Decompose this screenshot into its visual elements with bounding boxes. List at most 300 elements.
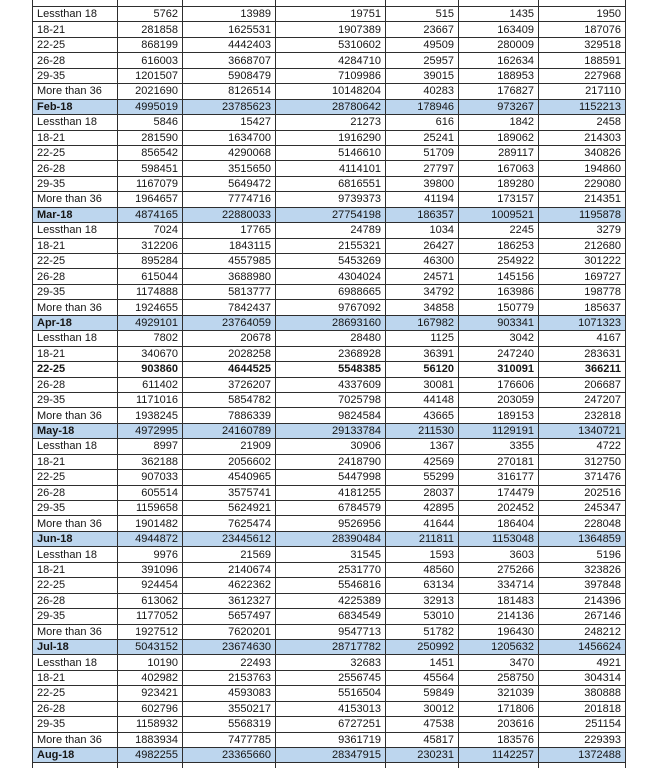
value-cell[interactable]: 362188 [118, 454, 183, 469]
age-label-cell[interactable]: Lessthan 18 [33, 7, 118, 22]
value-cell[interactable]: 206687 [539, 377, 626, 392]
age-label-cell[interactable]: More than 36 [33, 408, 118, 423]
value-cell[interactable]: 1340721 [539, 423, 626, 438]
value-cell[interactable]: 4540965 [183, 470, 276, 485]
value-cell[interactable]: 251154 [539, 717, 626, 732]
value-cell[interactable]: 214303 [539, 130, 626, 145]
value-cell[interactable]: 40283 [386, 84, 459, 99]
value-cell[interactable]: 186404 [459, 516, 539, 531]
value-cell[interactable]: 43665 [386, 408, 459, 423]
value-cell[interactable]: 189062 [459, 130, 539, 145]
value-cell[interactable]: 48560 [386, 562, 459, 577]
value-cell[interactable]: 1195878 [539, 207, 626, 222]
age-label-cell[interactable]: 18-21 [33, 130, 118, 145]
value-cell[interactable]: 188591 [539, 53, 626, 68]
value-cell[interactable]: 186253 [459, 238, 539, 253]
value-cell[interactable]: 258750 [459, 670, 539, 685]
value-cell[interactable]: 167982 [386, 315, 459, 330]
value-cell[interactable]: 923421 [118, 686, 183, 701]
value-cell[interactable]: 23764059 [183, 315, 276, 330]
value-cell[interactable]: 20678 [183, 331, 276, 346]
value-cell[interactable]: 198778 [539, 284, 626, 299]
value-cell[interactable]: 903341 [459, 315, 539, 330]
age-label-cell[interactable]: 29-35 [33, 392, 118, 407]
value-cell[interactable]: 39800 [386, 176, 459, 191]
value-cell[interactable]: 9526956 [276, 516, 386, 531]
value-cell[interactable]: 230231 [386, 748, 459, 763]
value-cell[interactable]: 1159658 [118, 501, 183, 516]
value-cell[interactable]: 615044 [118, 269, 183, 284]
value-cell[interactable]: 28037 [386, 485, 459, 500]
value-cell[interactable]: 1456624 [539, 639, 626, 654]
value-cell[interactable]: 2021690 [118, 84, 183, 99]
value-cell[interactable]: 397848 [539, 578, 626, 593]
month-label-cell[interactable]: Aug-18 [33, 748, 118, 763]
value-cell[interactable]: 173157 [459, 192, 539, 207]
value-cell[interactable]: 189280 [459, 176, 539, 191]
value-cell[interactable]: 30081 [386, 377, 459, 392]
value-cell[interactable]: 55299 [386, 470, 459, 485]
value-cell[interactable]: 25241 [386, 130, 459, 145]
value-cell[interactable]: 3668707 [183, 53, 276, 68]
value-cell[interactable]: 868199 [118, 37, 183, 52]
value-cell[interactable]: 30906 [276, 439, 386, 454]
value-cell[interactable]: 616003 [118, 53, 183, 68]
value-cell[interactable]: 189153 [459, 408, 539, 423]
month-label-cell[interactable]: Jul-18 [33, 639, 118, 654]
value-cell[interactable]: 903860 [118, 362, 183, 377]
value-cell[interactable]: 45564 [386, 670, 459, 685]
value-cell[interactable]: 42569 [386, 454, 459, 469]
value-cell[interactable]: 5146610 [276, 145, 386, 160]
value-cell[interactable]: 7109986 [276, 68, 386, 83]
value-cell[interactable]: 32683 [276, 655, 386, 670]
value-cell[interactable]: 22880033 [183, 207, 276, 222]
value-cell[interactable]: 4944872 [118, 531, 183, 546]
value-cell[interactable]: 28693160 [276, 315, 386, 330]
age-label-cell[interactable]: 18-21 [33, 454, 118, 469]
value-cell[interactable]: 21569 [183, 547, 276, 562]
value-cell[interactable]: 1435 [459, 7, 539, 22]
value-cell[interactable]: 34858 [386, 300, 459, 315]
age-label-cell[interactable]: 22-25 [33, 470, 118, 485]
value-cell[interactable]: 4557985 [183, 254, 276, 269]
value-cell[interactable]: 1009521 [459, 207, 539, 222]
value-cell[interactable]: 3042 [459, 331, 539, 346]
age-label-cell[interactable]: 22-25 [33, 578, 118, 593]
value-cell[interactable]: 202452 [459, 501, 539, 516]
value-cell[interactable]: 3612327 [183, 593, 276, 608]
value-cell[interactable]: 1364859 [539, 531, 626, 546]
value-cell[interactable]: 6784579 [276, 501, 386, 516]
value-cell[interactable]: 4972995 [118, 423, 183, 438]
value-cell[interactable]: 45817 [386, 732, 459, 747]
value-cell[interactable]: 1843115 [183, 238, 276, 253]
value-cell[interactable]: 2056602 [183, 454, 276, 469]
value-cell[interactable]: 1171016 [118, 392, 183, 407]
value-cell[interactable]: 7025798 [276, 392, 386, 407]
age-label-cell[interactable]: More than 36 [33, 732, 118, 747]
value-cell[interactable]: 8126514 [183, 84, 276, 99]
value-cell[interactable]: 248212 [539, 624, 626, 639]
age-label-cell[interactable]: Lessthan 18 [33, 331, 118, 346]
value-cell[interactable]: 289117 [459, 145, 539, 160]
value-cell[interactable]: 228048 [539, 516, 626, 531]
value-cell[interactable]: 616 [386, 115, 459, 130]
value-cell[interactable]: 5762 [118, 7, 183, 22]
age-label-cell[interactable]: 26-28 [33, 53, 118, 68]
value-cell[interactable]: 167063 [459, 161, 539, 176]
age-label-cell[interactable]: 26-28 [33, 593, 118, 608]
value-cell[interactable]: 5624921 [183, 501, 276, 516]
value-cell[interactable]: 21273 [276, 115, 386, 130]
month-label-cell[interactable]: Mar-18 [33, 207, 118, 222]
value-cell[interactable]: 391096 [118, 562, 183, 577]
value-cell[interactable]: 605514 [118, 485, 183, 500]
value-cell[interactable]: 281590 [118, 130, 183, 145]
value-cell[interactable]: 214136 [459, 609, 539, 624]
value-cell[interactable]: 275266 [459, 562, 539, 577]
value-cell[interactable]: 186357 [386, 207, 459, 222]
value-cell[interactable]: 3515650 [183, 161, 276, 176]
value-cell[interactable]: 28390484 [276, 531, 386, 546]
value-cell[interactable]: 1901482 [118, 516, 183, 531]
value-cell[interactable]: 254922 [459, 254, 539, 269]
value-cell[interactable]: 4167 [539, 331, 626, 346]
value-cell[interactable]: 19751 [276, 7, 386, 22]
value-cell[interactable]: 312750 [539, 454, 626, 469]
age-label-cell[interactable]: Lessthan 18 [33, 223, 118, 238]
value-cell[interactable]: 9824584 [276, 408, 386, 423]
value-cell[interactable]: 163409 [459, 22, 539, 37]
value-cell[interactable]: 34792 [386, 284, 459, 299]
value-cell[interactable]: 7024 [118, 223, 183, 238]
value-cell[interactable]: 1201507 [118, 68, 183, 83]
value-cell[interactable]: 3355 [459, 439, 539, 454]
month-label-cell[interactable]: Apr-18 [33, 315, 118, 330]
value-cell[interactable]: 23365660 [183, 748, 276, 763]
value-cell[interactable]: 201818 [539, 701, 626, 716]
value-cell[interactable]: 1924655 [118, 300, 183, 315]
value-cell[interactable]: 1907389 [276, 22, 386, 37]
value-cell[interactable]: 3726207 [183, 377, 276, 392]
value-cell[interactable]: 5657497 [183, 609, 276, 624]
value-cell[interactable]: 6988665 [276, 284, 386, 299]
value-cell[interactable]: 174479 [459, 485, 539, 500]
value-cell[interactable]: 31545 [276, 547, 386, 562]
value-cell[interactable]: 283631 [539, 346, 626, 361]
value-cell[interactable]: 4644525 [183, 362, 276, 377]
value-cell[interactable]: 301222 [539, 254, 626, 269]
value-cell[interactable]: 4153013 [276, 701, 386, 716]
month-label-cell[interactable]: Feb-18 [33, 99, 118, 114]
value-cell[interactable]: 5196 [539, 547, 626, 562]
value-cell[interactable]: 24571 [386, 269, 459, 284]
value-cell[interactable]: 2140674 [183, 562, 276, 577]
value-cell[interactable]: 13989 [183, 7, 276, 22]
value-cell[interactable]: 2531770 [276, 562, 386, 577]
value-cell[interactable]: 281858 [118, 22, 183, 37]
age-label-cell[interactable]: 26-28 [33, 377, 118, 392]
value-cell[interactable]: 2368928 [276, 346, 386, 361]
value-cell[interactable]: 1174888 [118, 284, 183, 299]
value-cell[interactable]: 150779 [459, 300, 539, 315]
value-cell[interactable]: 183576 [459, 732, 539, 747]
value-cell[interactable]: 380888 [539, 686, 626, 701]
value-cell[interactable]: 24789 [276, 223, 386, 238]
value-cell[interactable]: 46300 [386, 254, 459, 269]
value-cell[interactable]: 2028258 [183, 346, 276, 361]
value-cell[interactable]: 1964657 [118, 192, 183, 207]
value-cell[interactable]: 7802 [118, 331, 183, 346]
value-cell[interactable]: 1950 [539, 7, 626, 22]
value-cell[interactable]: 41194 [386, 192, 459, 207]
age-label-cell[interactable]: 29-35 [33, 717, 118, 732]
value-cell[interactable]: 5908479 [183, 68, 276, 83]
value-cell[interactable]: 15427 [183, 115, 276, 130]
value-cell[interactable]: 856542 [118, 145, 183, 160]
month-label-cell[interactable]: Jun-18 [33, 531, 118, 546]
value-cell[interactable]: 334714 [459, 578, 539, 593]
value-cell[interactable]: 188953 [459, 68, 539, 83]
value-cell[interactable]: 24160789 [183, 423, 276, 438]
value-cell[interactable]: 1634700 [183, 130, 276, 145]
value-cell[interactable]: 17765 [183, 223, 276, 238]
age-label-cell[interactable]: 18-21 [33, 562, 118, 577]
value-cell[interactable]: 145156 [459, 269, 539, 284]
age-label-cell[interactable]: 26-28 [33, 485, 118, 500]
value-cell[interactable]: 4929101 [118, 315, 183, 330]
value-cell[interactable]: 214351 [539, 192, 626, 207]
value-cell[interactable]: 340826 [539, 145, 626, 160]
value-cell[interactable]: 7625474 [183, 516, 276, 531]
value-cell[interactable]: 2418790 [276, 454, 386, 469]
value-cell[interactable]: 23674630 [183, 639, 276, 654]
value-cell[interactable]: 44148 [386, 392, 459, 407]
value-cell[interactable]: 9976 [118, 547, 183, 562]
value-cell[interactable]: 270181 [459, 454, 539, 469]
value-cell[interactable]: 1034 [386, 223, 459, 238]
value-cell[interactable]: 4622362 [183, 578, 276, 593]
value-cell[interactable]: 8997 [118, 439, 183, 454]
value-cell[interactable]: 29133784 [276, 423, 386, 438]
value-cell[interactable]: 25957 [386, 53, 459, 68]
value-cell[interactable]: 4337609 [276, 377, 386, 392]
value-cell[interactable]: 1842 [459, 115, 539, 130]
value-cell[interactable]: 9767092 [276, 300, 386, 315]
age-label-cell[interactable]: 29-35 [33, 176, 118, 191]
value-cell[interactable]: 598451 [118, 161, 183, 176]
value-cell[interactable]: 51709 [386, 145, 459, 160]
value-cell[interactable]: 59849 [386, 686, 459, 701]
value-cell[interactable]: 63134 [386, 578, 459, 593]
value-cell[interactable]: 42895 [386, 501, 459, 516]
age-label-cell[interactable]: 22-25 [33, 145, 118, 160]
value-cell[interactable]: 28480 [276, 331, 386, 346]
value-cell[interactable]: 3688980 [183, 269, 276, 284]
value-cell[interactable]: 5310602 [276, 37, 386, 52]
value-cell[interactable]: 402982 [118, 670, 183, 685]
value-cell[interactable]: 6834549 [276, 609, 386, 624]
value-cell[interactable]: 5649472 [183, 176, 276, 191]
value-cell[interactable]: 53010 [386, 609, 459, 624]
value-cell[interactable]: 247207 [539, 392, 626, 407]
value-cell[interactable]: 56120 [386, 362, 459, 377]
value-cell[interactable]: 1451 [386, 655, 459, 670]
age-label-cell[interactable]: 18-21 [33, 22, 118, 37]
value-cell[interactable]: 1071323 [539, 315, 626, 330]
value-cell[interactable]: 310091 [459, 362, 539, 377]
value-cell[interactable]: 1938245 [118, 408, 183, 423]
value-cell[interactable]: 3470 [459, 655, 539, 670]
value-cell[interactable]: 4284710 [276, 53, 386, 68]
value-cell[interactable]: 366211 [539, 362, 626, 377]
value-cell[interactable]: 247240 [459, 346, 539, 361]
value-cell[interactable]: 32913 [386, 593, 459, 608]
value-cell[interactable]: 214396 [539, 593, 626, 608]
value-cell[interactable]: 187076 [539, 22, 626, 37]
value-cell[interactable]: 2153763 [183, 670, 276, 685]
age-label-cell[interactable]: 22-25 [33, 37, 118, 52]
value-cell[interactable]: 4304024 [276, 269, 386, 284]
value-cell[interactable]: 5846 [118, 115, 183, 130]
value-cell[interactable]: 30012 [386, 701, 459, 716]
value-cell[interactable]: 5516504 [276, 686, 386, 701]
value-cell[interactable]: 1625531 [183, 22, 276, 37]
age-label-cell[interactable]: More than 36 [33, 192, 118, 207]
value-cell[interactable]: 28717782 [276, 639, 386, 654]
value-cell[interactable]: 7620201 [183, 624, 276, 639]
value-cell[interactable]: 23785623 [183, 99, 276, 114]
value-cell[interactable]: 3550217 [183, 701, 276, 716]
value-cell[interactable]: 26427 [386, 238, 459, 253]
value-cell[interactable]: 5453269 [276, 254, 386, 269]
value-cell[interactable]: 22493 [183, 655, 276, 670]
value-cell[interactable]: 6727251 [276, 717, 386, 732]
value-cell[interactable]: 21909 [183, 439, 276, 454]
value-cell[interactable]: 895284 [118, 254, 183, 269]
age-label-cell[interactable]: 29-35 [33, 68, 118, 83]
value-cell[interactable]: 3575741 [183, 485, 276, 500]
value-cell[interactable]: 10190 [118, 655, 183, 670]
value-cell[interactable]: 2556745 [276, 670, 386, 685]
value-cell[interactable]: 267146 [539, 609, 626, 624]
value-cell[interactable]: 176606 [459, 377, 539, 392]
value-cell[interactable]: 1372488 [539, 748, 626, 763]
value-cell[interactable]: 4290068 [183, 145, 276, 160]
value-cell[interactable]: 212680 [539, 238, 626, 253]
value-cell[interactable]: 1927512 [118, 624, 183, 639]
value-cell[interactable]: 321039 [459, 686, 539, 701]
value-cell[interactable]: 176827 [459, 84, 539, 99]
value-cell[interactable]: 227968 [539, 68, 626, 83]
value-cell[interactable]: 4982255 [118, 748, 183, 763]
value-cell[interactable]: 4874165 [118, 207, 183, 222]
value-cell[interactable]: 1152213 [539, 99, 626, 114]
value-cell[interactable]: 3603 [459, 547, 539, 562]
value-cell[interactable]: 1129191 [459, 423, 539, 438]
value-cell[interactable]: 1153048 [459, 531, 539, 546]
value-cell[interactable]: 196430 [459, 624, 539, 639]
age-label-cell[interactable]: More than 36 [33, 84, 118, 99]
value-cell[interactable]: 907033 [118, 470, 183, 485]
value-cell[interactable]: 280009 [459, 37, 539, 52]
value-cell[interactable]: 4181255 [276, 485, 386, 500]
value-cell[interactable]: 4442403 [183, 37, 276, 52]
value-cell[interactable]: 9361719 [276, 732, 386, 747]
value-cell[interactable]: 2155321 [276, 238, 386, 253]
value-cell[interactable]: 41644 [386, 516, 459, 531]
value-cell[interactable]: 316177 [459, 470, 539, 485]
value-cell[interactable]: 27797 [386, 161, 459, 176]
value-cell[interactable]: 23445612 [183, 531, 276, 546]
value-cell[interactable]: 23667 [386, 22, 459, 37]
value-cell[interactable]: 162634 [459, 53, 539, 68]
value-cell[interactable]: 163986 [459, 284, 539, 299]
value-cell[interactable]: 229393 [539, 732, 626, 747]
value-cell[interactable]: 1205632 [459, 639, 539, 654]
value-cell[interactable]: 202516 [539, 485, 626, 500]
value-cell[interactable]: 2458 [539, 115, 626, 130]
age-label-cell[interactable]: More than 36 [33, 516, 118, 531]
value-cell[interactable]: 232818 [539, 408, 626, 423]
value-cell[interactable]: 4921 [539, 655, 626, 670]
value-cell[interactable]: 924454 [118, 578, 183, 593]
value-cell[interactable]: 323826 [539, 562, 626, 577]
value-cell[interactable]: 5854782 [183, 392, 276, 407]
age-label-cell[interactable]: Lessthan 18 [33, 439, 118, 454]
age-label-cell[interactable]: 18-21 [33, 346, 118, 361]
value-cell[interactable]: 194860 [539, 161, 626, 176]
value-cell[interactable]: 217110 [539, 84, 626, 99]
value-cell[interactable]: 7886339 [183, 408, 276, 423]
value-cell[interactable]: 9547713 [276, 624, 386, 639]
value-cell[interactable]: 312206 [118, 238, 183, 253]
value-cell[interactable]: 515 [386, 7, 459, 22]
value-cell[interactable]: 49509 [386, 37, 459, 52]
value-cell[interactable]: 250992 [386, 639, 459, 654]
value-cell[interactable]: 10148204 [276, 84, 386, 99]
value-cell[interactable]: 5546816 [276, 578, 386, 593]
age-label-cell[interactable]: More than 36 [33, 624, 118, 639]
value-cell[interactable]: 7842437 [183, 300, 276, 315]
value-cell[interactable]: 1593 [386, 547, 459, 562]
value-cell[interactable]: 181483 [459, 593, 539, 608]
value-cell[interactable]: 4225389 [276, 593, 386, 608]
value-cell[interactable]: 1916290 [276, 130, 386, 145]
value-cell[interactable]: 211530 [386, 423, 459, 438]
value-cell[interactable]: 4995019 [118, 99, 183, 114]
value-cell[interactable]: 27754198 [276, 207, 386, 222]
value-cell[interactable]: 5447998 [276, 470, 386, 485]
value-cell[interactable]: 178946 [386, 99, 459, 114]
value-cell[interactable]: 4114101 [276, 161, 386, 176]
age-label-cell[interactable]: 29-35 [33, 284, 118, 299]
value-cell[interactable]: 47538 [386, 717, 459, 732]
month-label-cell[interactable]: May-18 [33, 423, 118, 438]
value-cell[interactable]: 3279 [539, 223, 626, 238]
age-label-cell[interactable]: 26-28 [33, 701, 118, 716]
value-cell[interactable]: 4593083 [183, 686, 276, 701]
value-cell[interactable]: 5568319 [183, 717, 276, 732]
value-cell[interactable]: 229080 [539, 176, 626, 191]
value-cell[interactable]: 39015 [386, 68, 459, 83]
value-cell[interactable]: 1367 [386, 439, 459, 454]
value-cell[interactable]: 51782 [386, 624, 459, 639]
age-label-cell[interactable]: 26-28 [33, 269, 118, 284]
value-cell[interactable]: 9739373 [276, 192, 386, 207]
age-label-cell[interactable]: 18-21 [33, 238, 118, 253]
